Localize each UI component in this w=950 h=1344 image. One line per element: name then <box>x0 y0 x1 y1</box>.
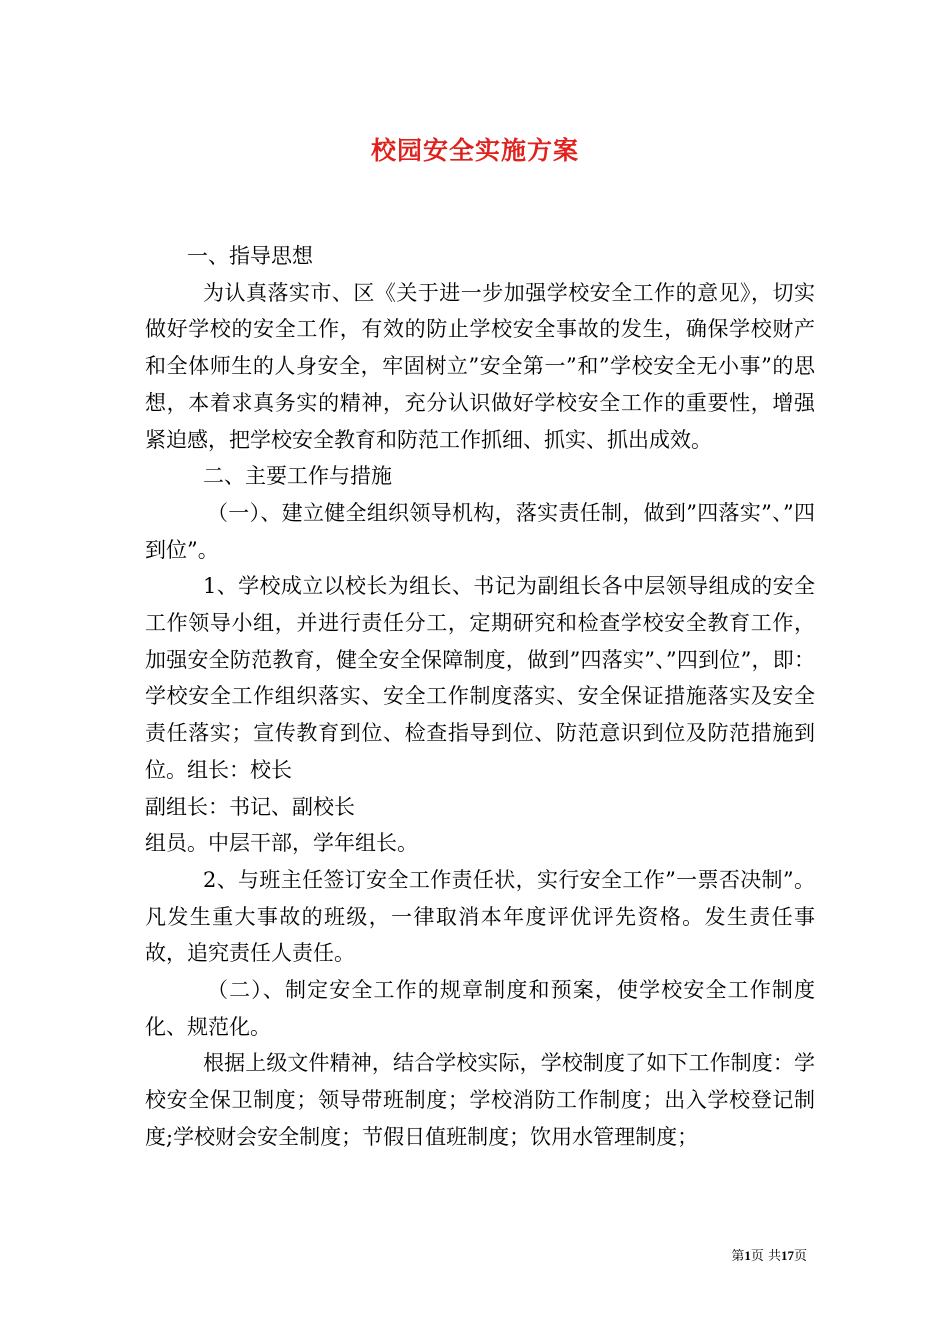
paragraph-deputy-leaders: 副组长：书记、副校长 <box>145 794 355 819</box>
footer-middle: 页 共 <box>750 1249 781 1264</box>
paragraph-regulations: 根据上级文件精神，结合学校实际，学校制度了如下工作制度：学校安全保卫制度；领导带班制度；学校消防工作制度；出入学校登记制度;学校财会安全制度；节假日值班制度；饮用水管理制度； <box>145 1051 815 1149</box>
footer-suffix: 页 <box>793 1249 807 1264</box>
page-number-footer <box>731 1247 807 1266</box>
paragraph-intro: 为认真落实市、区《关于进一步加强学校安全工作的意见》，切实做好学校的安全工作，有效的防止学校安全事故的发生，确保学校财产和全体师生的人身安全，牢固树立”安全第一”和”学校安全无小事”的思想，本着求真务实的精神，充分认识做好学校安全工作的重要性，增强紧迫感，把学校安全教育和防范工作抓细、抓实、抓出成效。 <box>145 280 815 452</box>
paragraph-item-2: 2、与班主任签订安全工作责任状，实行安全工作”一票否决制”。凡发生重大事故的班级，一律取消本年度评优评先资格。发生责任事故，追究责任人责任。 <box>145 867 815 966</box>
document-body <box>145 238 815 1156</box>
document-title: 校园安全实施方案 <box>370 136 579 165</box>
footer-total-pages: 17 <box>780 1248 794 1263</box>
paragraph-item-1: 1、学校成立以校长为组长、书记为副组长各中层领导组成的安全工作领导小组，并进行责任分工，定期研究和检查学校安全教育工作，加强安全防范教育，健全安全保障制度，做到”四落实”、”四到位”，即：学校安全工作组织落实、安全工作制度落实、安全保证措施落实及安全责任落实；宣传教育到位、检查指导到位、防范意识到位及防范措施到位。组长：校长 <box>145 574 815 782</box>
footer-prefix: 第 <box>731 1249 745 1264</box>
subsection-heading-2: （二）、制定安全工作的规章制度和预案，使学校安全工作制度化、规范化。 <box>145 978 815 1039</box>
section-heading-main-work: 二、主要工作与措施 <box>203 464 392 489</box>
subsection-heading-1: （一）、建立健全组织领导机构，落实责任制，做到”四落实”、”四到位”。 <box>145 500 815 562</box>
footer-current-page: 1 <box>744 1248 751 1263</box>
section-heading-guiding-ideology: 一、指导思想 <box>187 244 313 268</box>
paragraph-members: 组员。中层干部，学年组长。 <box>145 831 418 856</box>
